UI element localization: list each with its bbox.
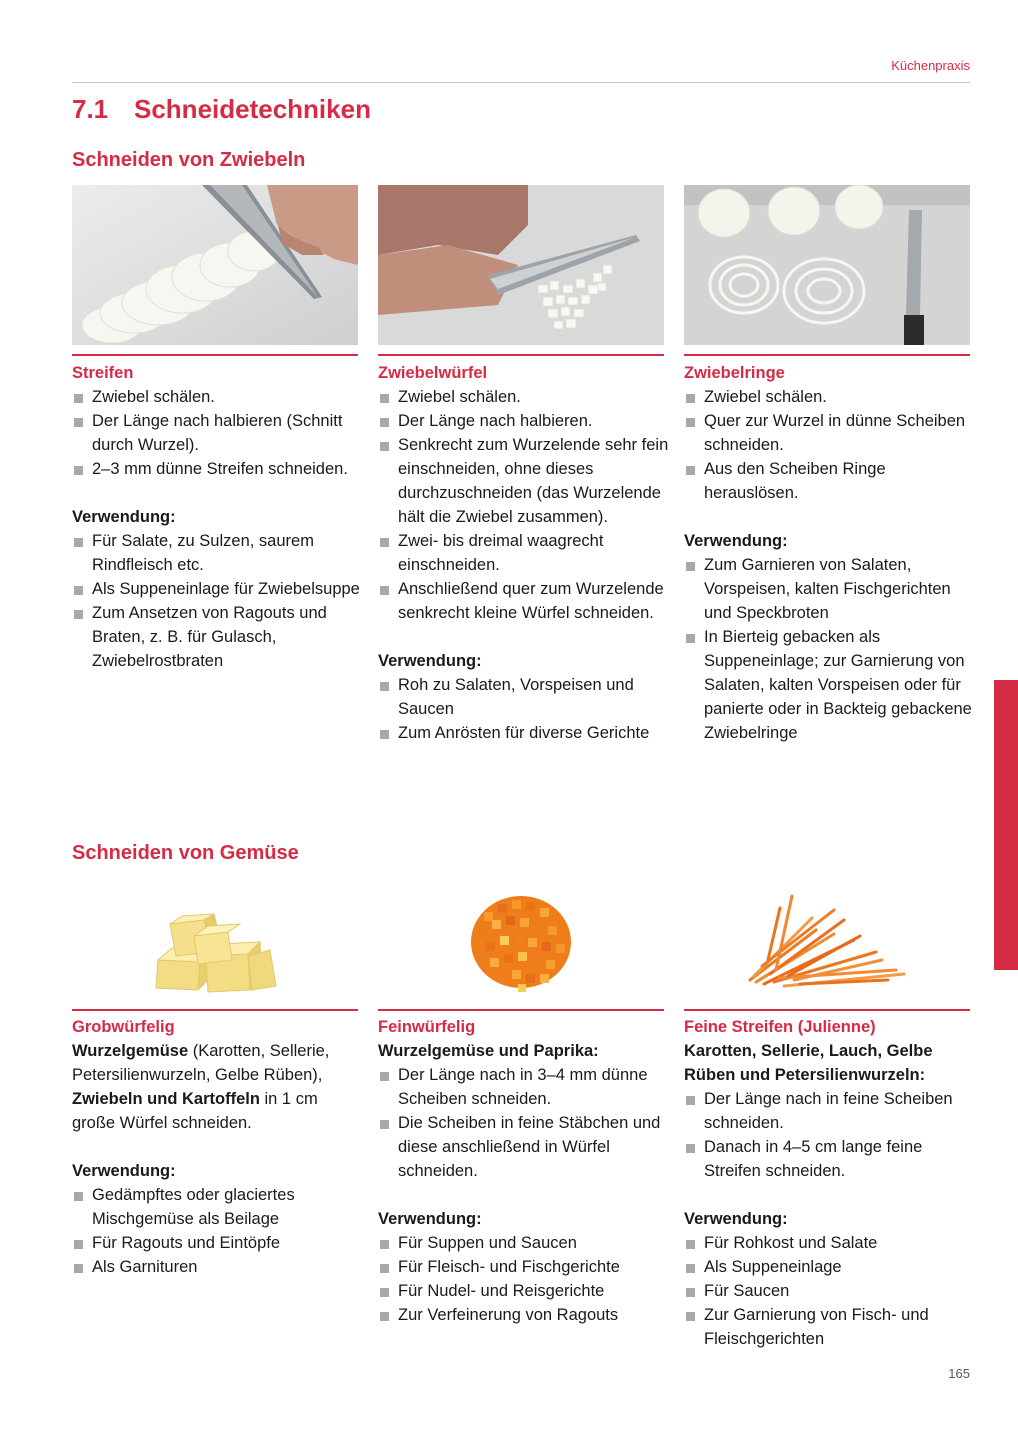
section-title-vegetables: Schneiden von Gemüse (72, 842, 299, 864)
list-item: Senkrecht zum Wurzelende sehr fein einschneiden, ohne dieses durchzuschneiden (das Wurzelende hält die Zwiebel zusammen). (378, 433, 670, 529)
list-item: Als Suppeneinlage (684, 1255, 976, 1279)
column-rule (72, 354, 358, 356)
column-title: Zwiebelwürfel (378, 364, 488, 382)
julienne-column (684, 1015, 976, 1351)
coarse-dice-column (72, 1015, 364, 1279)
chapter-title (72, 94, 371, 125)
onion-dice-column (378, 361, 670, 745)
list-item: Zwiebel schälen. (684, 385, 976, 409)
list-item: Zur Verfeinerung von Ragouts (378, 1303, 670, 1327)
lead-text: Karotten, Sellerie, Lauch, Gelbe Rüben und Petersilienwurzeln: (684, 1042, 933, 1084)
carrot-julienne-image (684, 890, 970, 1000)
column-title: Streifen (72, 364, 134, 382)
list-item: Für Saucen (684, 1279, 976, 1303)
list-item: Der Länge nach halbieren. (378, 409, 670, 433)
usage-label: Verwendung: (72, 1162, 176, 1180)
list-item: Der Länge nach halbieren (Schnitt durch Wurzel). (72, 409, 364, 457)
chapter-number: 7.1 (72, 94, 109, 124)
usage-label: Verwendung: (378, 652, 482, 670)
usage-label: Verwendung: (378, 1210, 482, 1228)
running-head: Küchenpraxis (891, 58, 970, 73)
steps-list (684, 1087, 976, 1183)
list-item: Für Salate, zu Sulzen, saurem Rindfleisch etc. (72, 529, 364, 577)
list-item: Für Suppen und Saucen (378, 1231, 670, 1255)
fine-dice-column (378, 1015, 670, 1327)
list-item: Der Länge nach in 3–4 mm dünne Scheiben schneiden. (378, 1063, 670, 1111)
list-item: Die Scheiben in feine Stäbchen und diese anschließend in Würfel schneiden. (378, 1111, 670, 1183)
column-title: Feine Streifen (Julienne) (684, 1018, 876, 1036)
list-item: Danach in 4–5 cm lange feine Streifen schneiden. (684, 1135, 976, 1183)
usage-list (72, 529, 364, 673)
usage-list (378, 1231, 670, 1327)
onion-rings-column (684, 361, 976, 745)
list-item: Gedämpftes oder glaciertes Mischgemüse als Beilage (72, 1183, 364, 1231)
column-title: Zwiebelringe (684, 364, 785, 382)
header-rule (72, 82, 970, 83)
onion-rings-photo (684, 185, 970, 345)
usage-list (684, 553, 976, 745)
onion-strips-column (72, 361, 364, 673)
list-item: Zwei- bis dreimal waagrecht einschneiden. (378, 529, 670, 577)
list-item: 2–3 mm dünne Streifen schneiden. (72, 457, 364, 481)
usage-label: Verwendung: (684, 1210, 788, 1228)
lead-text: Wurzelgemüse (Karotten, Sellerie, Petersilienwurzeln, Gelbe Rüben), Zwiebeln und Kartoffeln in 1 cm große Würfel schneiden. (72, 1042, 330, 1132)
list-item: Quer zur Wurzel in dünne Scheiben schneiden. (684, 409, 976, 457)
column-title: Feinwürfelig (378, 1018, 476, 1036)
chapter-title-text: Schneidetechniken (134, 94, 371, 124)
list-item: Für Rohkost und Salate (684, 1231, 976, 1255)
list-item: Zur Garnierung von Fisch- und Fleischgerichten (684, 1303, 976, 1351)
column-title: Grobwürfelig (72, 1018, 175, 1036)
onion-strips-photo (72, 185, 358, 345)
list-item: Zwiebel schälen. (72, 385, 364, 409)
list-item: Als Garnituren (72, 1255, 364, 1279)
usage-list (72, 1183, 364, 1279)
column-rule (72, 1009, 358, 1011)
carrot-dice-image (378, 890, 664, 1000)
list-item: Anschließend quer zum Wurzelende senkrecht kleine Würfel schneiden. (378, 577, 670, 625)
list-item: Als Suppeneinlage für Zwiebelsuppe (72, 577, 364, 601)
potato-cubes-image (72, 890, 358, 1000)
lead-text: Wurzelgemüse und Paprika: (378, 1042, 599, 1060)
chapter-tab-marker (994, 680, 1018, 970)
onion-dice-photo (378, 185, 664, 345)
steps-list (378, 1063, 670, 1183)
column-rule (378, 354, 664, 356)
usage-label: Verwendung: (684, 532, 788, 550)
list-item: Für Fleisch- und Fischgerichte (378, 1255, 670, 1279)
list-item: In Bierteig gebacken als Suppeneinlage; zur Garnierung von Salaten, kalten Vorspeisen oder für panierte oder in Backteig gebackene Zwiebelringe (684, 625, 976, 745)
section-title-onions: Schneiden von Zwiebeln (72, 149, 306, 171)
list-item: Zum Ansetzen von Ragouts und Braten, z. B. für Gulasch, Zwiebelrostbraten (72, 601, 364, 673)
steps-list (378, 385, 670, 625)
list-item: Aus den Scheiben Ringe herauslösen. (684, 457, 976, 505)
list-item: Zum Anrösten für diverse Gerichte (378, 721, 670, 745)
list-item: Für Ragouts und Eintöpfe (72, 1231, 364, 1255)
column-rule (684, 354, 970, 356)
usage-list (378, 673, 670, 745)
steps-list (684, 385, 976, 505)
column-rule (684, 1009, 970, 1011)
list-item: Der Länge nach in feine Scheiben schneiden. (684, 1087, 976, 1135)
column-rule (378, 1009, 664, 1011)
usage-label: Verwendung: (72, 508, 176, 526)
list-item: Für Nudel- und Reisgerichte (378, 1279, 670, 1303)
list-item: Zwiebel schälen. (378, 385, 670, 409)
list-item: Roh zu Salaten, Vorspeisen und Saucen (378, 673, 670, 721)
usage-list (684, 1231, 976, 1351)
page-number: 165 (948, 1366, 970, 1381)
list-item: Zum Garnieren von Salaten, Vorspeisen, kalten Fischgerichten und Speckbroten (684, 553, 976, 625)
steps-list (72, 385, 364, 481)
